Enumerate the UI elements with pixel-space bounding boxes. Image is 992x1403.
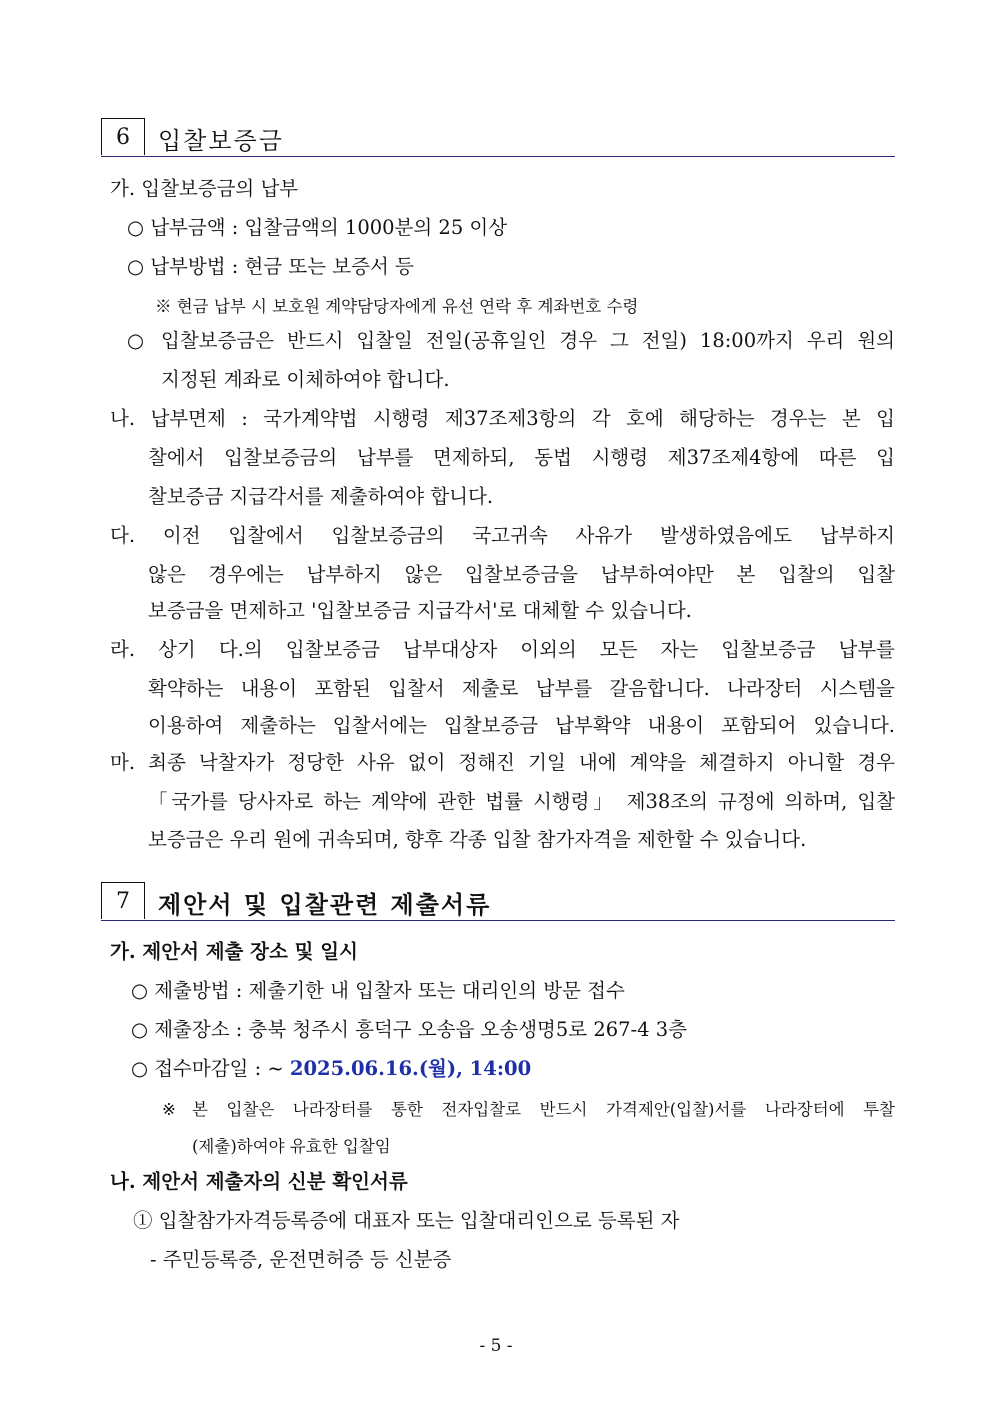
- paragraph-line: 마. 최종 낙찰자가 정당한 사유 없이 정해진 기일 내에 계약을 체결하지 아니할 경우: [110, 751, 895, 774]
- bullet-label: ○ 접수마감일 : ~: [131, 1057, 290, 1080]
- paragraph-line: 라. 상기 다.의 입찰보증금 납부대상자 이외의 모든 자는 입찰보증금 납부를: [110, 638, 895, 661]
- section-title: 입찰보증금: [158, 127, 284, 155]
- paragraph-line: 다. 이전 입찰에서 입찰보증금의 국고귀속 사유가 발생하였음에도 납부하지: [110, 524, 895, 547]
- paragraph-line: 「국가를 당사자로 하는 계약에 관한 법률 시행령」 제38조의 규정에 의하며, 입찰: [148, 790, 895, 813]
- bullet-item: 입찰보증금은 반드시 입찰일 전일(공휴일인 경우 그 전일) 18:00까지 우리 원의: [161, 329, 895, 352]
- page-number: - 5 -: [479, 1336, 513, 1356]
- bullet-item: [131, 1056, 531, 1082]
- paragraph-line: 찰에서 입찰보증금의 납부를 면제하되, 동법 시행령 제37조제4항에 따른 입: [148, 446, 895, 469]
- deadline-value: 2025.06.16.(월), 14:00: [289, 1057, 532, 1080]
- paragraph-line: 찰보증금 지급각서를 제출하여야 합니다.: [148, 485, 494, 508]
- subsection-title: 가. 입찰보증금의 납부: [110, 177, 299, 200]
- paragraph-line: 않은 경우에는 납부하지 않은 입찰보증금을 납부하여야만 본 입찰의 입찰: [148, 563, 895, 586]
- paragraph-line: 이용하여 제출하는 입찰서에는 입찰보증금 납부확약 내용이 포함되어 있습니다.: [148, 714, 895, 737]
- section-6-header: [101, 118, 895, 157]
- bullet-item: ○ 납부금액 : 입찰금액의 1000분의 25 이상: [127, 216, 508, 239]
- bullet-item: ○ 제출장소 : 충북 청주시 흥덕구 오송읍 오송생명5로 267-4 3층: [131, 1018, 687, 1041]
- note: 본 입찰은 나라장터를 통한 전자입찰로 반드시 가격제안(입찰)서를 나라장터에 투찰: [192, 1100, 895, 1119]
- note-cont: (제출)하여야 유효한 입찰임: [192, 1137, 391, 1156]
- section-title: 제안서 및 입찰관련 제출서류: [158, 890, 492, 919]
- bullet-item: ○ 납부방법 : 현금 또는 보증서 등: [127, 255, 414, 278]
- section-number-box: 6: [101, 118, 145, 155]
- section-number-box: 7: [101, 882, 145, 919]
- section-7-header: [101, 882, 895, 921]
- bullet-item-cont: 지정된 계좌로 이체하여야 합니다.: [161, 368, 450, 391]
- subsection-title: 나. 제안서 제출자의 신분 확인서류: [110, 1170, 408, 1193]
- sub-item: - 주민등록증, 운전면허증 등 신분증: [150, 1248, 452, 1271]
- subsection-title: 가. 제안서 제출 장소 및 일시: [110, 940, 358, 963]
- numbered-item: ① 입찰참가자격등록증에 대표자 또는 입찰대리인으로 등록된 자: [133, 1209, 680, 1232]
- paragraph-line: 보증금은 우리 원에 귀속되며, 향후 각종 입찰 참가자격을 제한할 수 있습니다.: [148, 828, 807, 851]
- paragraph-line: 확약하는 내용이 포함된 입찰서 제출로 납부를 갈음합니다. 나라장터 시스템을: [148, 677, 895, 700]
- note-marker: ※: [162, 1100, 176, 1119]
- note: ※ 현금 납부 시 보호원 계약담당자에게 유선 연락 후 계좌번호 수령: [155, 297, 639, 316]
- bullet-marker: ○: [127, 329, 145, 352]
- paragraph-line: 보증금을 면제하고 '입찰보증금 지급각서'로 대체할 수 있습니다.: [148, 599, 692, 622]
- bullet-item: ○ 제출방법 : 제출기한 내 입찰자 또는 대리인의 방문 접수: [131, 979, 625, 1002]
- paragraph-line: 나. 납부면제 : 국가계약법 시행령 제37조제3항의 각 호에 해당하는 경우는 본 입: [110, 407, 895, 430]
